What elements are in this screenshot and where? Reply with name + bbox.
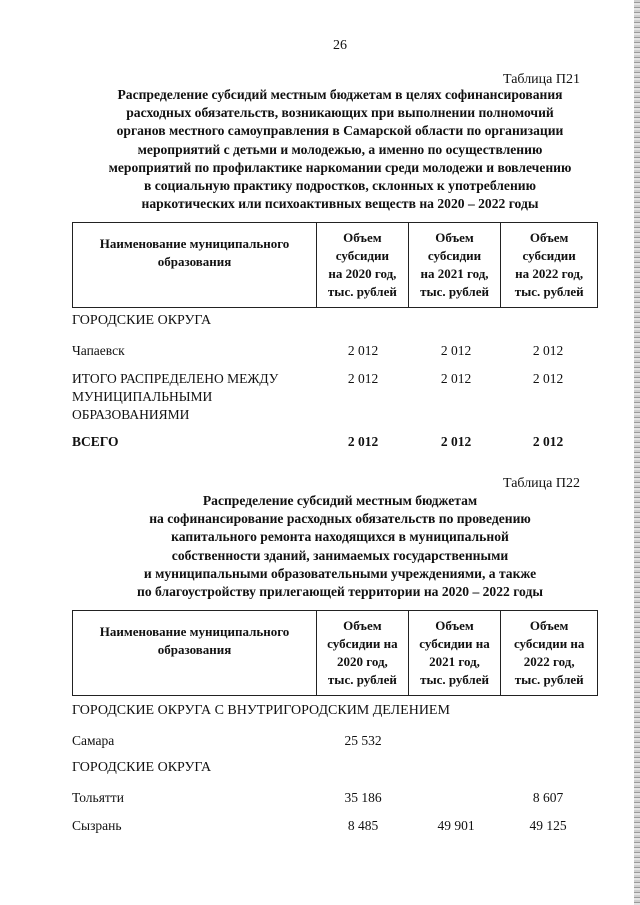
value-2022: 2 012	[532, 343, 564, 358]
value-2022: 8 607	[532, 790, 564, 805]
header-2021-cell: Объем субсидии на 2021 год, тыс. рублей	[408, 611, 501, 695]
value-2020: 2 012	[347, 371, 379, 386]
table-p22-label: Таблица П22	[503, 476, 580, 491]
value-2021: 49 901	[437, 818, 475, 833]
value-2021: 2 012	[440, 371, 472, 386]
page-number: 26	[333, 38, 347, 53]
header-2022-cell: Объем субсидии на 2022 год, тыс. рублей	[500, 223, 597, 307]
value-2020: 35 186	[344, 790, 382, 805]
header-2022-cell: Объем субсидии на 2022 год, тыс. рублей	[500, 611, 597, 695]
header-2021-cell: Объем субсидии на 2021 год, тыс. рублей	[408, 223, 501, 307]
group-label: ГОРОДСКИЕ ОКРУГА С ВНУТРИГОРОДСКИМ ДЕЛЕНИЕМ	[72, 703, 450, 718]
header-2020-cell: Объем субсидии на 2020 год, тыс. рублей	[316, 611, 408, 695]
row-name: Самара	[72, 733, 115, 748]
row-name: Чапаевск	[72, 343, 125, 358]
header-name-cell: Наименование муниципального образования	[99, 624, 290, 657]
row-name: ВСЕГО	[72, 434, 119, 449]
scan-edge	[634, 0, 640, 905]
table-p22-header	[72, 610, 598, 696]
group-label: ГОРОДСКИЕ ОКРУГА	[72, 313, 212, 328]
row-name: Сызрань	[72, 818, 122, 833]
value-2021: 2 012	[440, 434, 472, 449]
value-2020: 2 012	[347, 343, 379, 358]
table-p21-label: Таблица П21	[503, 72, 580, 87]
header-2020-cell: Объем субсидии на 2020 год, тыс. рублей	[316, 223, 408, 307]
table-p21-title: Распределение субсидий местным бюджетам в целях софинансирования расходных обязательств, возникающих при выполнении полномочий органов местного самоуправления в Самарской области по организации мероприятий с детьми и молодежью, а именно по осуществлению мероприятий по профилактике наркомании среди молодежи и вовлечению в социальную практику подростков, склонных к употреблению наркотических или психоактивных веществ на 2020 – 2022 годы	[108, 87, 572, 212]
value-2022: 2 012	[532, 371, 564, 386]
value-2022: 49 125	[529, 818, 567, 833]
value-2020: 2 012	[347, 434, 379, 449]
value-2020: 25 532	[344, 733, 382, 748]
value-2020: 8 485	[347, 818, 379, 833]
row-name: ИТОГО РАСПРЕДЕЛЕНО МЕЖДУ МУНИЦИПАЛЬНЫМИ ОБРАЗОВАНИЯМИ	[72, 371, 279, 422]
value-2021: 2 012	[440, 343, 472, 358]
table-p22-title: Распределение субсидий местным бюджетам на софинансирование расходных обязательств по проведению капитального ремонта находящихся в муниципальной собственности зданий, занимаемых государственными и муниципальными образовательными учреждениями, а также по благоустройству прилегающей территории на 2020 – 2022 годы	[137, 493, 543, 600]
value-2022: 2 012	[532, 434, 564, 449]
row-name: Тольятти	[72, 790, 124, 805]
header-name-cell: Наименование муниципального образования	[99, 236, 290, 269]
group-label: ГОРОДСКИЕ ОКРУГА	[72, 760, 212, 775]
table-p21-header	[72, 222, 598, 308]
